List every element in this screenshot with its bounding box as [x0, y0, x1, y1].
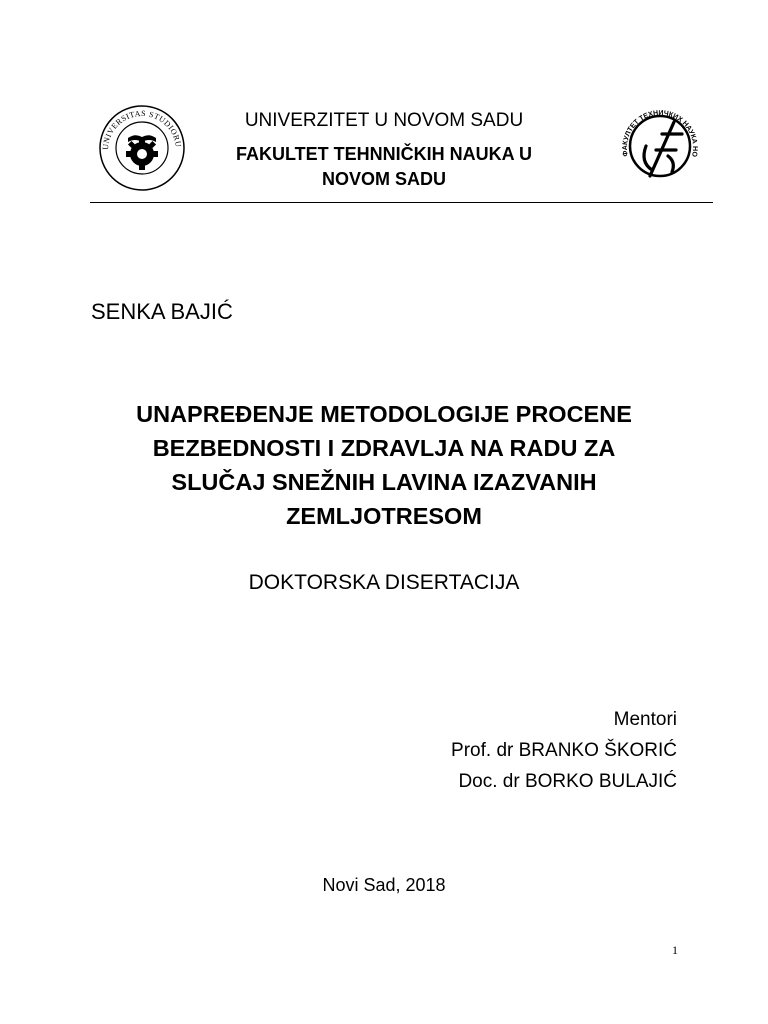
mentor-1: Prof. dr BRANKO ŠKORIĆ	[451, 740, 677, 761]
page-number: 1	[672, 943, 678, 957]
author-name: SENKA BAJIĆ	[91, 299, 233, 324]
thesis-title-line-3: SLUČAJ SNEŽNIH LAVINA IZAZVANIH	[171, 469, 597, 495]
thesis-title	[60, 397, 708, 533]
university-name: UNIVERZITET U NOVOM SADU	[244, 110, 524, 131]
thesis-title-line-2: BEZBEDNOSTI I ZDRAVLJA NA RADU ZA	[152, 435, 616, 461]
header-divider	[90, 202, 713, 203]
faculty-name-line-1: FAKULTET TEHNNIČKIH NAUKA U	[236, 144, 532, 164]
mentors-block	[300, 704, 677, 797]
document-type: DOKTORSKA DISERTACIJA	[248, 571, 520, 594]
thesis-title-line-1: UNAPREĐENJE METODOLOGIJE PROCENE	[136, 401, 632, 427]
seal-text: UNIVERSITAS STUDIORU	[100, 108, 183, 151]
place-and-date: Novi Sad, 2018	[322, 875, 446, 895]
thesis-title-line-4: ZEMLJOTRESOM	[286, 503, 482, 529]
faculty-logo-text: ФАКУЛТЕТ ТЕХНИЧКИХ НАУКА НО	[621, 109, 699, 158]
faculty-name-line-2: NOVOM SADU	[321, 169, 446, 189]
mentor-2: Doc. dr BORKO BULAJIĆ	[458, 771, 677, 792]
faculty-name	[0, 142, 768, 192]
mentors-label: Mentori	[613, 709, 677, 730]
